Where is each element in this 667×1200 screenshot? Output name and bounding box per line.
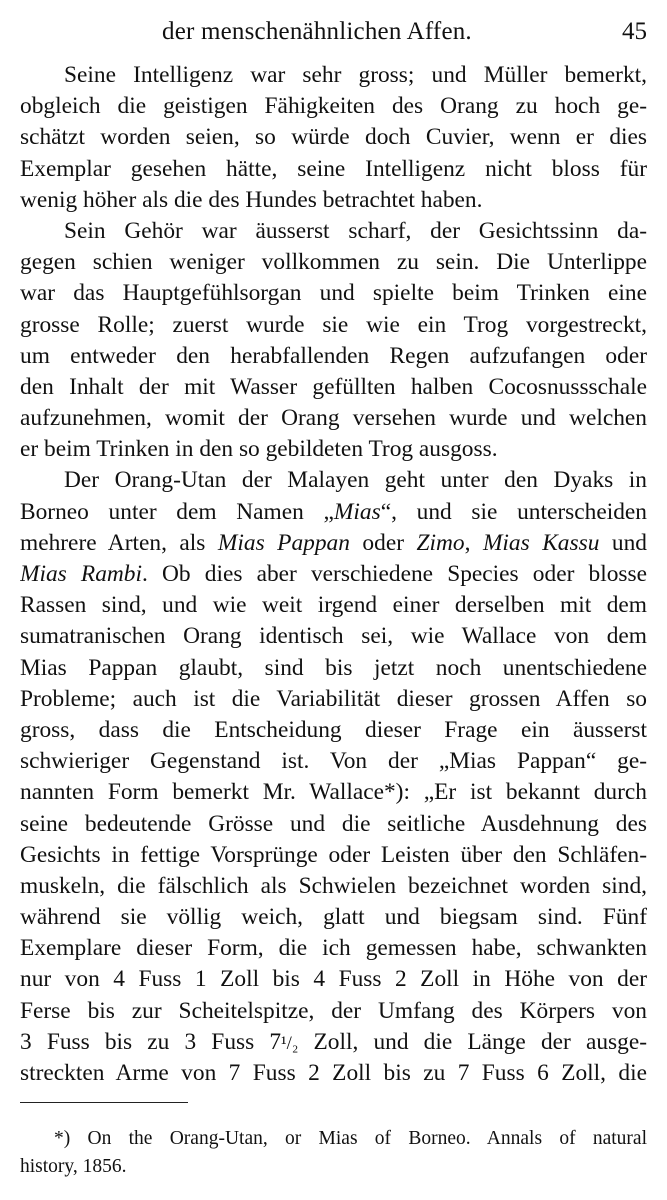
text-line: schätzt worden seien, so würde doch Cuvier, wenn er dies [20, 124, 647, 151]
text-run: 3 Fuss bis zu 3 Fuss 7 [20, 1028, 282, 1055]
text-line: wenig höher als die des Hundes betrachtet haben. [20, 186, 483, 213]
text-run: . Ob dies aber verschiedene Species oder blosse [142, 561, 647, 587]
text-line: war das Hauptgefühlsorgan und spielte beim Trinken eine [20, 280, 647, 307]
text-line [20, 528, 647, 559]
text-run: Zoll, und die Länge der ausge- [298, 1028, 647, 1055]
italic-name: Mias [333, 498, 381, 525]
running-header [20, 18, 647, 58]
text-line: nannten Form bemerkt Mr. Wallace*): „Er ist bekannt durch [20, 779, 647, 806]
footnote-line: *) On the Orang-Utan, or Mias of Borneo. Annals of natural [54, 1128, 647, 1149]
text-line [20, 559, 647, 590]
text-line: Ferse bis zur Scheitelspitze, der Umfang des Körpers von [20, 997, 647, 1024]
italic-name: Mias Rambi [20, 561, 143, 587]
paragraph-2 [20, 216, 647, 466]
text-line: Mias Pappan glaubt, sind bis jetzt noch unentschiedene [20, 654, 647, 681]
text-line: Exemplar gesehen hätte, seine Intelligenz nicht bloss für [20, 155, 647, 182]
text-line: Seine Intelligenz war sehr gross; und Müller bemerkt, [64, 62, 647, 88]
italic-name: Zimo [416, 529, 465, 556]
text-line: während sie völlig weich, glatt und biegsam sind. Fünf [20, 904, 647, 931]
footnote-divider [20, 1102, 188, 1103]
text-line: sumatranischen Orang identisch sei, wie Wallace von dem [20, 623, 647, 650]
text-line: Der Orang-Utan der Malayen geht unter den Dyaks in [64, 467, 647, 494]
text-line: er beim Trinken in den so gebildeten Trog ausgoss. [20, 436, 498, 463]
text-run: , [464, 529, 483, 556]
text-line [20, 497, 647, 528]
text-line: Probleme; auch ist die Variabilität dieser grossen Affen so [20, 685, 647, 712]
text-line: den Inhalt der mit Wasser gefüllten halben Cocosnussschale [20, 373, 647, 400]
running-title: der menschenähnlichen Affen. [162, 18, 472, 45]
text-line: seine bedeutende Grösse und die seitliche Ausdehnung des [20, 810, 647, 837]
text-line: obgleich die geistigen Fähigkeiten des Orang zu hoch ge- [20, 93, 647, 120]
text-line: gegen schien weniger vollkommen zu sein. Die Unterlippe [20, 249, 647, 276]
text-line: Rassen sind, und wie weit irgend einer derselben mit dem [20, 592, 647, 619]
text-line: grosse Rolle; zuerst wurde sie wie ein Trog vorgestreckt, [20, 311, 647, 338]
page-number: 45 [622, 18, 647, 45]
text-run: und [599, 529, 647, 556]
italic-name: Mias Kassu [482, 529, 600, 556]
text-run: mehrere Arten, als [20, 529, 218, 556]
text-run: “, und sie unterscheiden [380, 498, 647, 525]
text-line: gross, dass die Entscheidung dieser Frage ein äusserst [20, 716, 647, 743]
text-run: Borneo unter dem Namen „ [20, 498, 334, 525]
text-line: Exemplare dieser Form, die ich gemessen habe, schwankten [20, 935, 647, 962]
text-line: schwieriger Gegenstand ist. Von der „Mias Pappan“ ge- [20, 748, 647, 775]
text-line [20, 1027, 647, 1058]
italic-name: Mias Pappan [217, 529, 350, 556]
text-line: nur von 4 Fuss 1 Zoll bis 4 Fuss 2 Zoll in Höhe von der [20, 966, 647, 993]
footnote [20, 1125, 647, 1181]
paragraph-3 [20, 465, 647, 1089]
paragraph-1 [20, 60, 647, 216]
text-line: Gesichts in fettige Vorsprünge oder Leisten über den Schläfen- [20, 841, 647, 868]
body-text [20, 60, 647, 1089]
text-line: aufzunehmen, womit der Orang versehen wurde und welchen [20, 405, 647, 432]
fraction: ¹/₂ [281, 1032, 299, 1054]
footnote-line: history, 1856. [20, 1156, 127, 1177]
text-run: oder [349, 529, 417, 556]
text-line: Sein Gehör war äusserst scharf, der Gesichtssinn da- [64, 217, 647, 244]
text-line: streckten Arme von 7 Fuss 2 Zoll bis zu 7 Fuss 6 Zoll, die [20, 1060, 647, 1086]
text-line: muskeln, die fälschlich als Schwielen bezeichnet worden sind, [20, 872, 647, 899]
text-line: um entweder den herabfallenden Regen aufzufangen oder [20, 342, 647, 369]
